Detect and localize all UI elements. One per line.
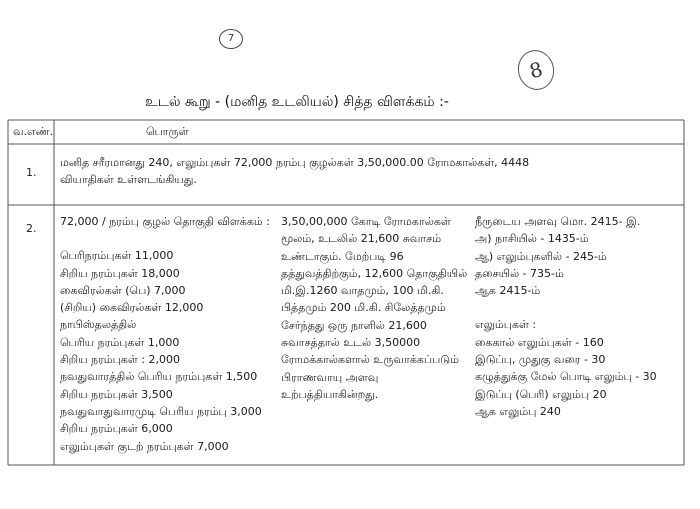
col2-line: பிராணவாயு அளவு [281,370,379,384]
page-stamp: 7 [219,29,243,49]
col2-line: ரோமக்கால்களால் உருவாக்கப்படும் [281,353,459,367]
row2-col2 [281,213,467,403]
bones-line: ஆக எலும்பு 240 [475,404,561,418]
col1-line: சிறிய நரம்புகள் 3,500 [60,387,173,401]
col3-line: நீருடைய அளவு மொ. 2415- இ. [475,215,641,228]
row1-line-2: வியாதிகள் உள்ளடங்கியது. [60,173,197,187]
bones-heading: எலும்புகள் : [475,318,537,332]
col1-line: சிறிய நரம்புகள் 18,000 [60,266,180,280]
row2-col3 [475,213,657,420]
col1-line: நாபிஸ்தலத்தில் [60,318,137,332]
col3-line: அ) நாசியில் - 1435-ம் [475,232,589,246]
row2-col1 [60,213,270,455]
col2-line: மூலம், உடலில் 21,600 சுவாசம் [281,232,442,246]
col1-line: (சிறிய) கைவிரல்கள் 12,000 [60,301,204,315]
row2-serial: 2. [26,222,37,235]
bones-line: கைகால் எலும்புகள் - 160 [475,335,604,349]
col1-line: பெரிநரம்புகள் 11,000 [60,249,174,263]
row1-line-1: மனித சரீரமானது 240, எலும்புகள் 72,000 நரம்பு குழல்கள் 3,50,000.00 ரோமகால்கள், 4448 [60,156,530,169]
col2-line: தத்துவத்திற்கும், 12,600 தொகுதியில் [281,266,468,280]
bones-line: கழுத்துக்கு மேல் பொடி எலும்பு - 30 [475,370,657,384]
col2-line: சுவாசத்தால் உடல் 3,50000 [281,336,421,350]
col3-line: ஆக 2415-ம் [475,284,541,298]
col2-line: 3,50,00,000 கோடி ரோமகால்கள் [281,215,451,228]
col3-line: ஆ) எலும்புகளில் - 245-ம் [475,249,607,263]
col1-line: நவதுவாதுவாரமுடி பெரிய நரம்பு 3,000 [60,404,262,418]
row1-text [60,154,529,189]
col1-line: எலும்புகள் குடற் நரம்புகள் 7,000 [60,439,229,453]
col3-line: தசையில் - 735-ம் [475,266,564,280]
col2-line: உற்பத்தியாகின்றது. [281,387,379,401]
row1-serial: 1. [26,166,37,179]
col2-line: உண்டாகும். மேற்படி 96 [281,249,404,263]
col2-line: சேர்ந்தது ஒரு நாளில் 21,600 [281,318,427,332]
col1-line: கைவிரல்கள் (பெ) 7,000 [60,283,186,297]
handwritten-page-number: 8 [514,46,559,94]
header-serial: வ.எண். [13,125,54,138]
page-title: உடல் கூறு - (மனித உடலியல்) சித்த விளக்கம் :- [145,94,449,110]
col1-heading: 72,000 / நரம்பு குழல் தொகுதி விளக்கம் : [60,215,270,228]
bones-line: இடுப்பு (பெரி) எலும்பு 20 [475,387,607,401]
col2-line: பித்தமும் 200 மி.கி. சிலேத்தமும் [281,301,446,315]
col2-line: மி.இ.1260 வாதமும், 100 மி.கி. [281,284,444,298]
bones-line: இடுப்பு, முதுகு வரை - 30 [475,353,606,367]
col1-line: சிறிய நரம்புகள் 6,000 [60,422,173,436]
col1-line: நவதுவாரத்தில் பெரிய நரம்புகள் 1,500 [60,370,258,384]
col1-line: பெரிய நரம்புகள் 1,000 [60,335,180,349]
header-subject: பொருள் [146,125,189,138]
col1-line: சிறிய நரம்புகள் : 2,000 [60,353,180,367]
